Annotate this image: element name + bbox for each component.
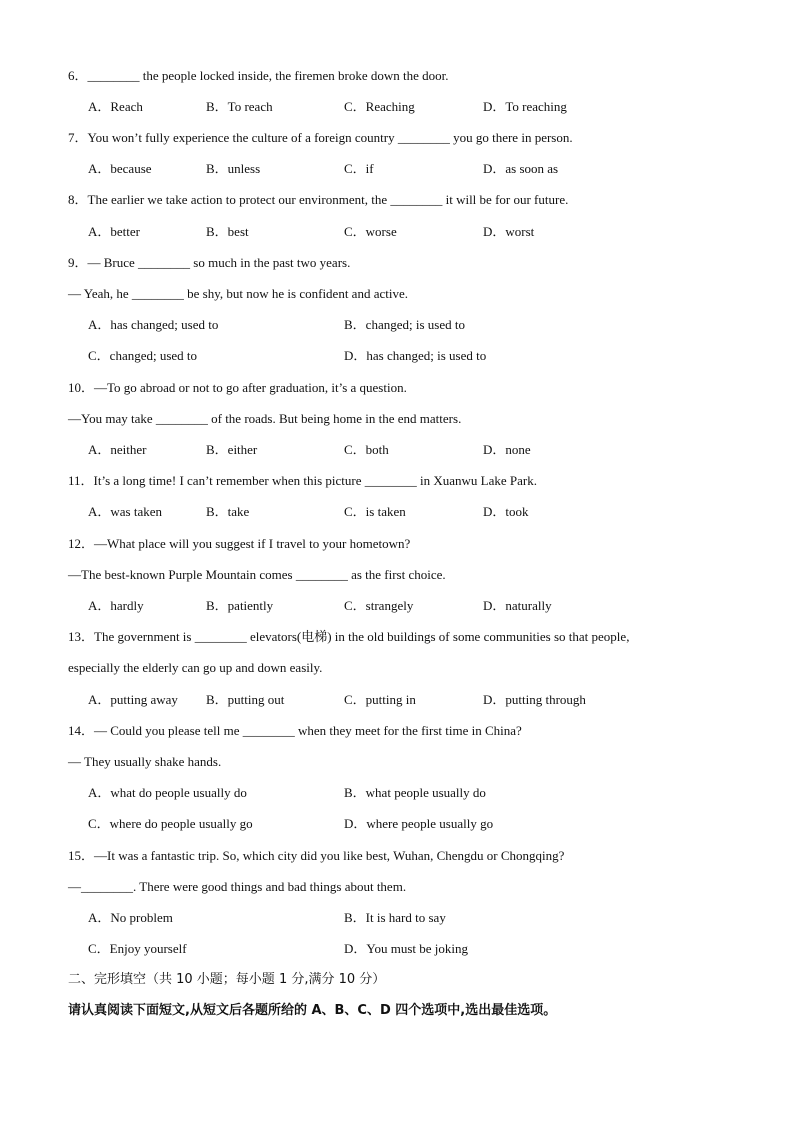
question-14-reply: — They usually shake hands. bbox=[68, 754, 222, 769]
question-11-stem: 11．It’s a long time! I can’t remember when this picture ________ in Xuanwu Lake Park. bbox=[68, 473, 537, 488]
q10-option-a: A．neither bbox=[88, 442, 147, 457]
q15-option-b: B．It is hard to say bbox=[344, 910, 446, 925]
q7-option-c: C．if bbox=[344, 161, 374, 176]
q13-option-d: D．putting through bbox=[483, 692, 586, 707]
q6-option-b: B．To reach bbox=[206, 99, 273, 114]
question-7-stem: 7．You won’t fully experience the culture of a foreign country ________ you go there in person. bbox=[68, 130, 573, 145]
q11-option-c: C．is taken bbox=[344, 504, 406, 519]
question-10-stem: 10．—To go abroad or not to go after graduation, it’s a question. bbox=[68, 380, 407, 395]
question-6-stem: 6．________ the people locked inside, the firemen broke down the door. bbox=[68, 68, 449, 83]
question-12-stem: 12．—What place will you suggest if I travel to your hometown? bbox=[68, 536, 411, 551]
question-9-reply: — Yeah, he ________ be shy, but now he is confident and active. bbox=[68, 286, 408, 301]
q11-option-b: B．take bbox=[206, 504, 250, 519]
q10-option-c: C．both bbox=[344, 442, 389, 457]
question-8-stem: 8．The earlier we take action to protect our environment, the ________ it will be for our future. bbox=[68, 192, 569, 207]
question-12-reply: —The best-known Purple Mountain comes ________ as the first choice. bbox=[68, 567, 446, 582]
q8-option-a: A．better bbox=[88, 224, 140, 239]
q8-option-d: D．worst bbox=[483, 224, 535, 239]
q10-option-b: B．either bbox=[206, 442, 258, 457]
section-heading: 二、完形填空（共 10 小题；每小题 1 分,满分 10 分） bbox=[68, 972, 386, 987]
q14-option-c: C．where do people usually go bbox=[88, 816, 253, 831]
q6-option-a: A．Reach bbox=[88, 99, 143, 114]
q6-option-d: D．To reaching bbox=[483, 99, 567, 114]
q9-option-d: D．has changed; is used to bbox=[344, 348, 487, 363]
q13-option-c: C．putting in bbox=[344, 692, 416, 707]
question-15-reply: —________. There were good things and bad things about them. bbox=[68, 879, 407, 894]
q15-option-c: C．Enjoy yourself bbox=[88, 941, 187, 956]
question-13-stem: 13．The government is ________ elevators(电梯) in the old buildings of some communities so that people, bbox=[68, 629, 630, 644]
q8-option-c: C．worse bbox=[344, 224, 397, 239]
question-14-stem: 14．— Could you please tell me ________ when they meet for the first time in China? bbox=[68, 723, 522, 738]
q13-option-b: B．putting out bbox=[206, 692, 285, 707]
q7-option-d: D．as soon as bbox=[483, 161, 559, 176]
q8-option-b: B．best bbox=[206, 224, 249, 239]
q14-option-b: B．what people usually do bbox=[344, 785, 486, 800]
q9-option-a: A．has changed; used to bbox=[88, 317, 219, 332]
question-15-stem: 15．—It was a fantastic trip. So, which city did you like best, Wuhan, Chengdu or Chongqing? bbox=[68, 848, 565, 863]
q12-option-b: B．patiently bbox=[206, 598, 274, 613]
question-13-continuation: especially the elderly can go up and down easily. bbox=[68, 660, 323, 675]
q12-option-d: D．naturally bbox=[483, 598, 552, 613]
q11-option-a: A．was taken bbox=[88, 504, 163, 519]
section-instruction: 请认真阅读下面短文,从短文后各题所给的 A、B、C、D 四个选项中,选出最佳选项。 bbox=[68, 1003, 557, 1018]
question-10-reply: —You may take ________ of the roads. But being home in the end matters. bbox=[68, 411, 462, 426]
q11-option-d: D．took bbox=[483, 504, 529, 519]
q13-option-a: A．putting away bbox=[88, 692, 178, 707]
q9-option-b: B．changed; is used to bbox=[344, 317, 465, 332]
q12-option-c: C．strangely bbox=[344, 598, 414, 613]
q6-option-c: C．Reaching bbox=[344, 99, 415, 114]
q10-option-d: D．none bbox=[483, 442, 531, 457]
q12-option-a: A．hardly bbox=[88, 598, 144, 613]
q14-option-a: A．what do people usually do bbox=[88, 785, 247, 800]
q15-option-d: D．You must be joking bbox=[344, 941, 469, 956]
question-9-stem: 9．— Bruce ________ so much in the past two years. bbox=[68, 255, 351, 270]
q7-option-b: B．unless bbox=[206, 161, 261, 176]
q15-option-a: A．No problem bbox=[88, 910, 173, 925]
q14-option-d: D．where people usually go bbox=[344, 816, 494, 831]
q9-option-c: C．changed; used to bbox=[88, 348, 198, 363]
q7-option-a: A．because bbox=[88, 161, 152, 176]
